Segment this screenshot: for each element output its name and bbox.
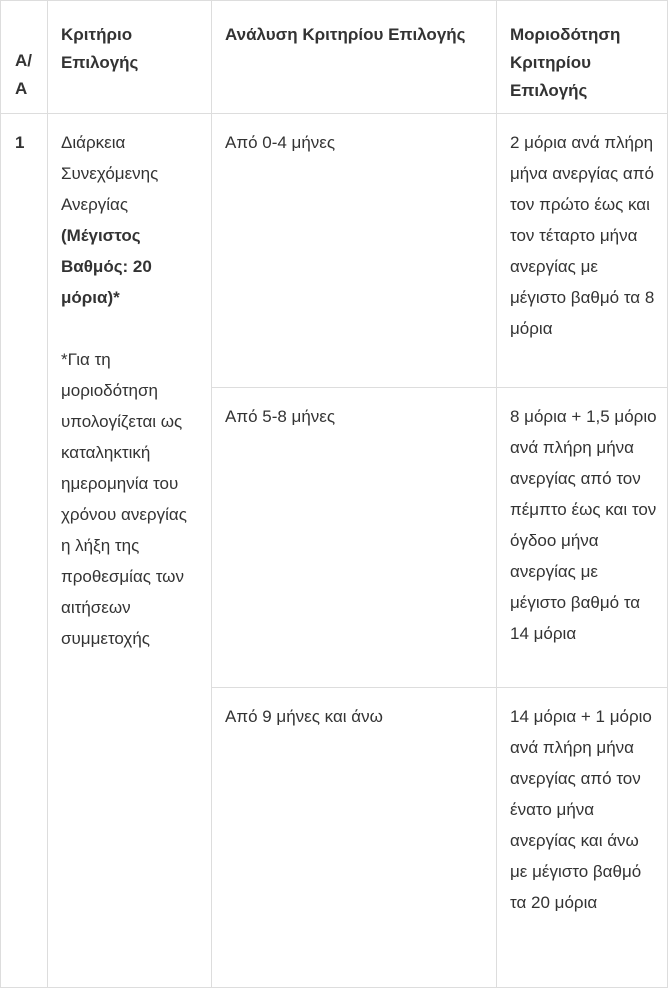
analysis-cell: Από 9 μήνες και άνω [212,688,497,988]
table-row [1,114,668,388]
criterion-spacer [61,313,201,344]
scoring-cell: 8 μόρια + 1,5 μόριο ανά πλήρη μήνα ανεργίας από τον πέμπτο έως και τον όγδοο μήνα ανεργίας με μέγιστο βαθμό τα 14 μόρια [497,388,668,688]
header-analysis: Ανάλυση Κριτηρίου Επιλογής [212,1,497,114]
header-criterion: Κριτήριο Επιλογής [48,1,212,114]
criterion-name: Διάρκεια Συνεχόμενης Ανεργίας [61,133,159,214]
criterion-footnote: *Για τη μοριοδότηση υπολογίζεται ως καταληκτική ημερομηνία του χρόνου ανεργίας η λήξη της προθεσμίας των αιτήσεων συμμετοχής [61,350,187,648]
table-body [1,114,668,988]
criterion-cell [48,114,212,988]
header-aa: Α/Α [1,1,48,114]
analysis-cell: Από 5-8 μήνες [212,388,497,688]
row-number: 1 [1,114,48,988]
table-header [1,1,668,114]
scoring-cell: 14 μόρια + 1 μόριο ανά πλήρη μήνα ανεργίας από τον ένατο μήνα ανεργίας και άνω με μέγιστο βαθμό τα 20 μόρια [497,688,668,988]
criterion-max-score: (Μέγιστος Βαθμός: 20 μόρια)* [61,226,152,307]
header-row [1,1,668,114]
scoring-cell: 2 μόρια ανά πλήρη μήνα ανεργίας από τον πρώτο έως και τον τέταρτο μήνα ανεργίας με μέγιστο βαθμό τα 8 μόρια [497,114,668,388]
analysis-cell: Από 0-4 μήνες [212,114,497,388]
header-scoring: Μοριοδότηση Κριτηρίου Επιλογής [497,1,668,114]
